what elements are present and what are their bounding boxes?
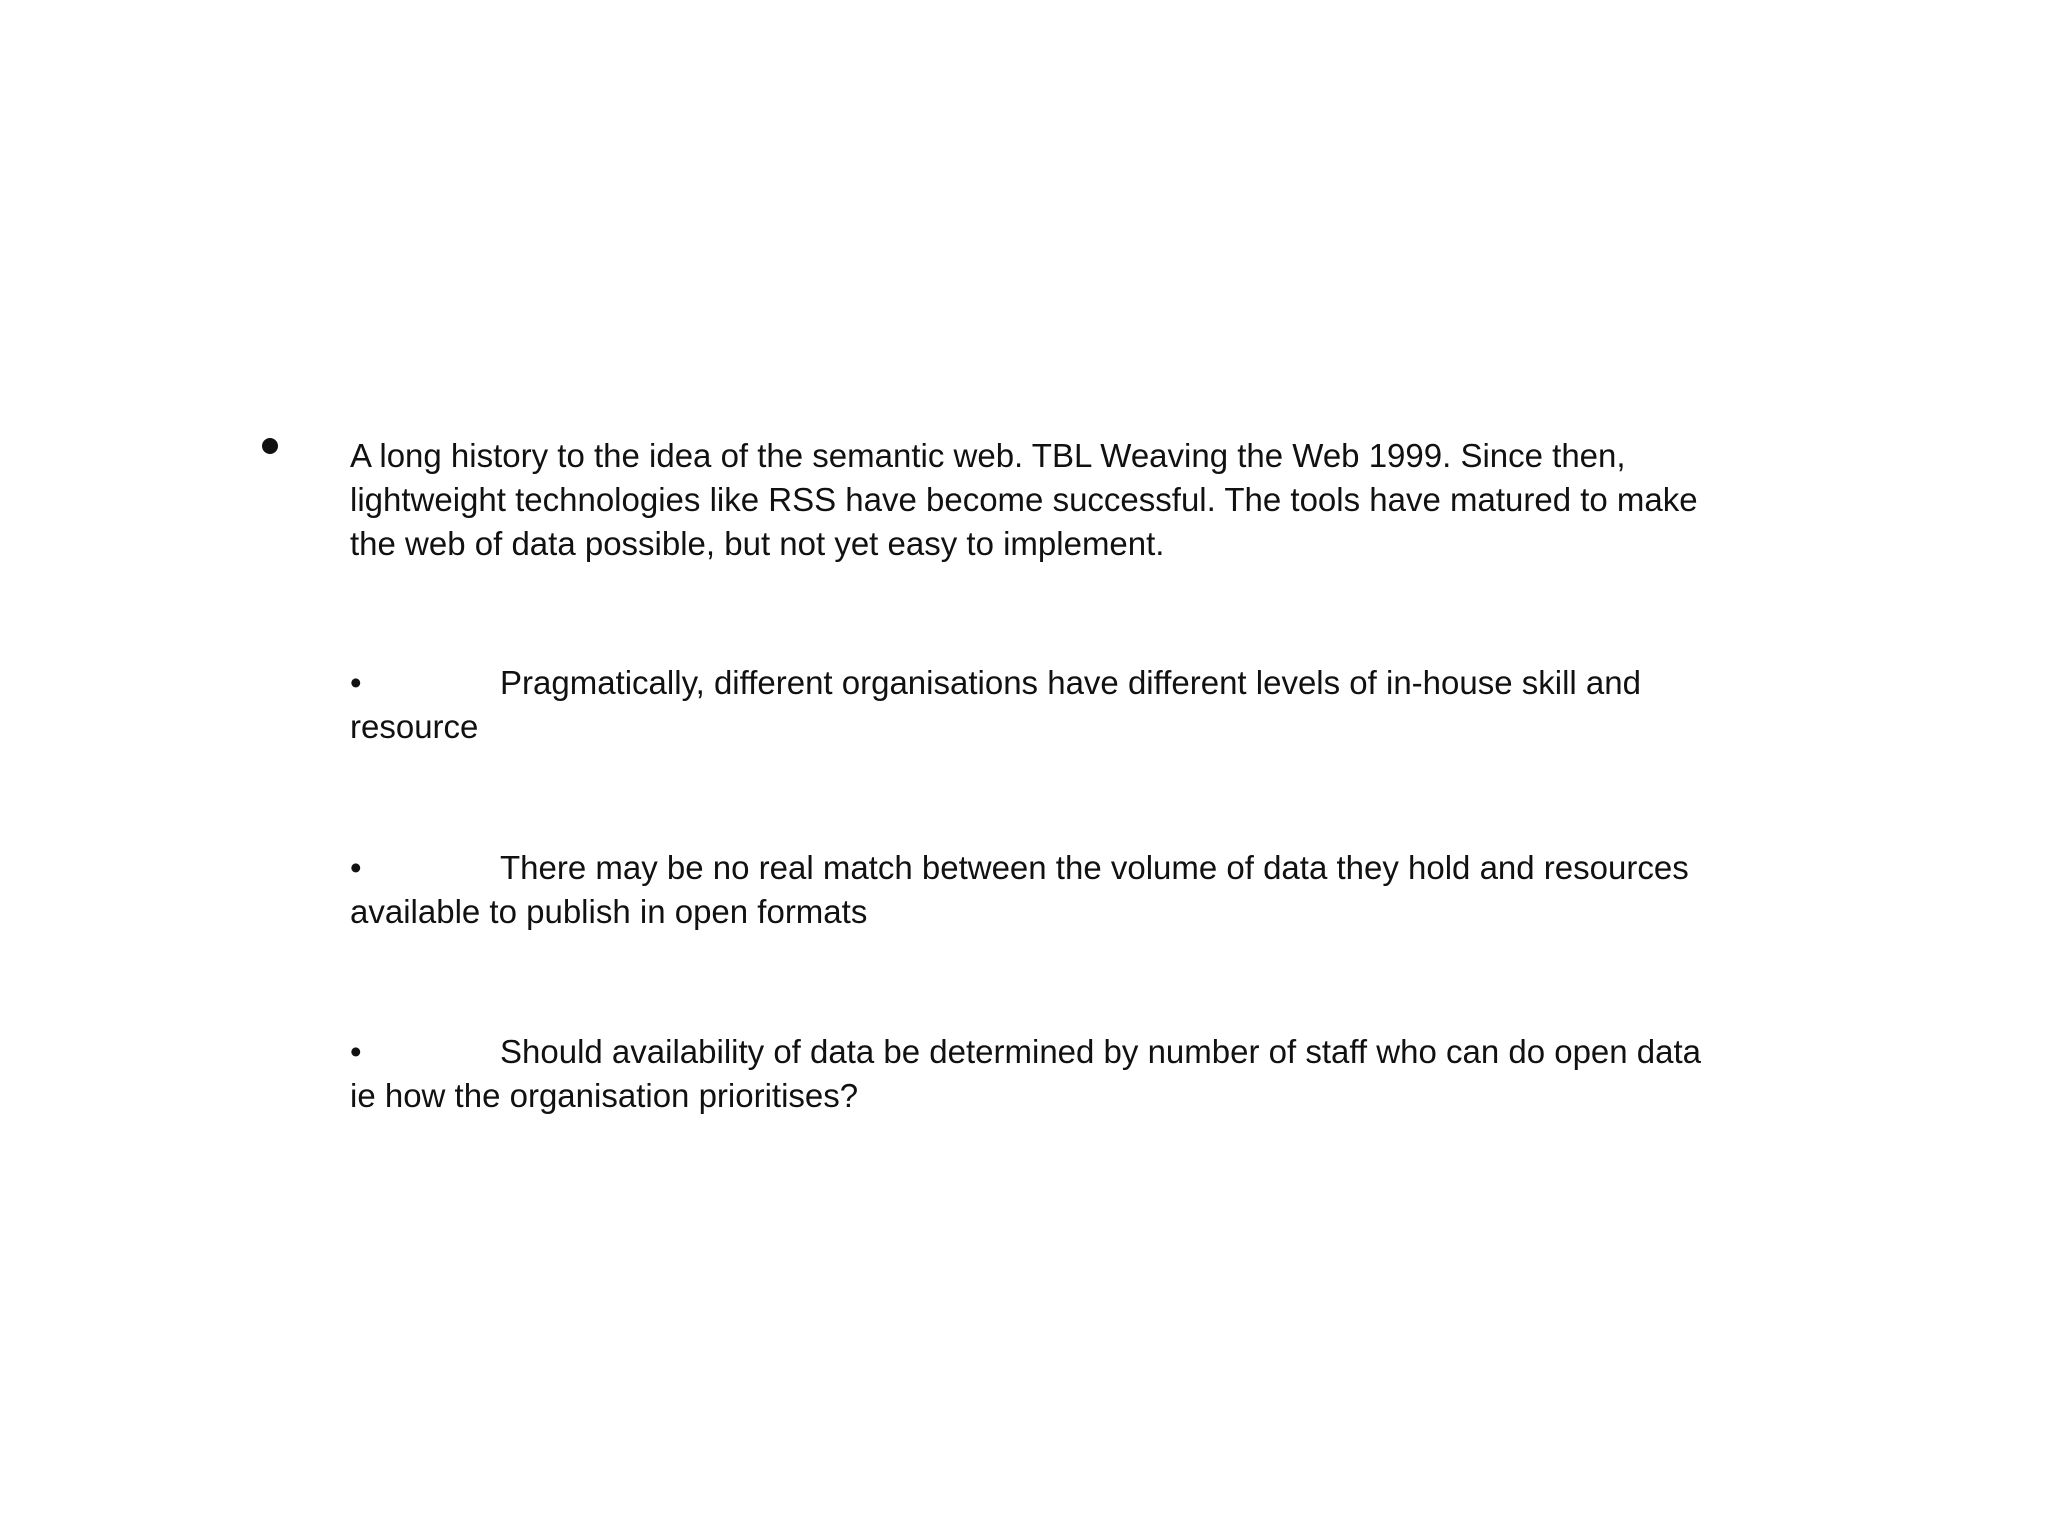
sub-bullet-3 [350,1030,1890,1118]
main-text-line: A long history to the idea of the semantic web. TBL Weaving the Web 1999. Since then, [350,437,1626,474]
main-text-line: the web of data possible, but not yet easy to implement. [350,525,1165,562]
main-bullet-text [350,434,1870,566]
sub-bullet-line [350,846,1890,890]
sub-bullet-text: Pragmatically, different organisations have different levels of in-house skill and [500,664,1641,701]
bullet-dot-icon: • [350,664,362,701]
sub-bullet-continuation: ie how the organisation prioritises? [350,1077,859,1114]
main-text-line: lightweight technologies like RSS have become successful. The tools have matured to make [350,481,1698,518]
sub-bullet-continuation: available to publish in open formats [350,893,868,930]
sub-bullet-text: Should availability of data be determined by number of staff who can do open data [500,1033,1702,1070]
sub-bullet-2 [350,846,1890,934]
bullet-dot-icon: • [350,849,362,886]
sub-bullet-continuation: resource [350,708,479,745]
sub-bullet-line [350,1030,1890,1074]
sub-bullet-1 [350,661,1890,749]
main-bullet-icon [262,438,278,454]
sub-bullet-text: There may be no real match between the volume of data they hold and resources [500,849,1689,886]
bullet-dot-icon: • [350,1033,362,1070]
sub-bullet-line [350,661,1890,705]
